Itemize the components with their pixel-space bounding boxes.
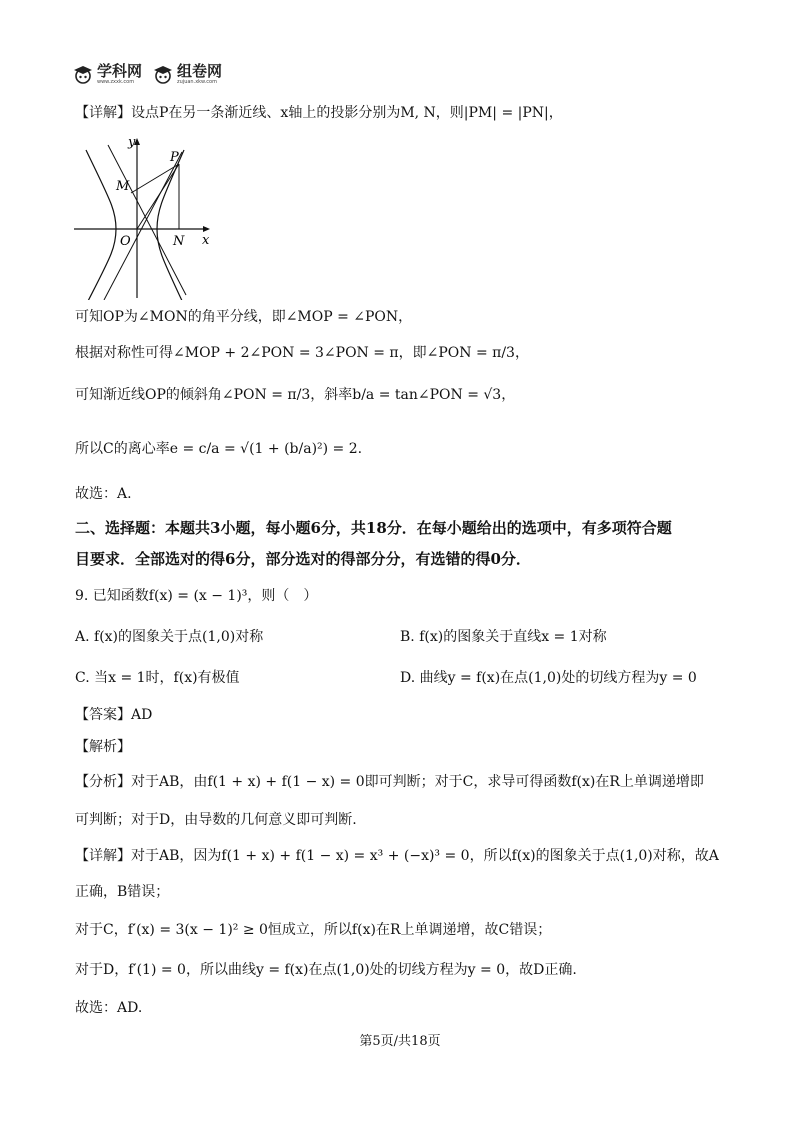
q9-detail-line-4: 对于D，f′(1) = 0，所以曲线y = f(x)在点(1,0)处的切线方程为y = 0，故D正确. — [75, 962, 577, 978]
detail-line-2: 可知OP为∠MON的角平分线，即∠MOP = ∠PON， — [75, 309, 413, 325]
q9-choice: 故选：AD. — [75, 1000, 143, 1016]
q9-option-c: C. 当x = 1时，f(x)有极值 — [75, 670, 240, 686]
section-heading-line-1: 二、选择题：本题共3小题，每小题6分，共18分．在每小题给出的选项中，有多项符合题 — [75, 519, 672, 537]
q9-detail-line-3: 对于C，f′(x) = 3(x − 1)² ≥ 0恒成立，所以f(x)在R上单调递增，故C错误； — [75, 922, 552, 938]
brand-url: www.zxxk.com — [97, 78, 135, 85]
q9-answer: 【答案】AD — [75, 707, 153, 723]
graduation-cap-icon — [152, 63, 174, 85]
detail-line-5: 所以C的离心率e = c/a = √(1 + (b/a)²) = 2. — [75, 441, 363, 457]
label-x: x — [202, 233, 210, 248]
q9-analysis-line-1: 【分析】对于AB，由f(1 + x) + f(1 − x) = 0即可判断；对于C，求导可得函数f(x)在R上单调递增即 — [75, 774, 704, 790]
q9-option-a: A. f(x)的图象关于点(1,0)对称 — [75, 629, 264, 645]
hyperbola-left-branch — [86, 150, 116, 300]
brand-zujuan[interactable] — [152, 63, 222, 85]
detail-line-1: 【详解】设点P在另一条渐近线、x轴上的投影分别为M, N，则|PM| = |PN|， — [75, 105, 563, 121]
x-axis-arrow — [203, 226, 210, 232]
q9-option-d: D. 曲线y = f(x)在点(1,0)处的切线方程为y = 0 — [400, 670, 697, 686]
detail-line-4: 可知渐近线OP的倾斜角∠PON = π/3，斜率b/a = tan∠PON = √3， — [75, 387, 516, 403]
page-footer: 第5页/共18页 — [359, 1034, 441, 1049]
q9-stem: 9. 已知函数f(x) = (x − 1)³，则（ ） — [75, 588, 318, 604]
header-logos — [72, 60, 222, 88]
q9-analysis-line-2: 可判断；对于D，由导数的几何意义即可判断. — [75, 812, 357, 828]
label-y: y — [128, 135, 136, 150]
brand-zxxk[interactable] — [72, 63, 142, 85]
label-p: P — [170, 150, 179, 165]
hyperbola-right-branch — [157, 150, 184, 300]
q9-option-b: B. f(x)的图象关于直线x = 1对称 — [400, 629, 607, 645]
q9-jiexi: 【解析】 — [75, 739, 131, 755]
label-n: N — [173, 234, 185, 249]
brand-name: 组卷网 — [177, 61, 223, 80]
label-m: M — [116, 179, 130, 194]
q9-detail-line-2: 正确，B错误； — [75, 884, 170, 900]
q9-detail-line-1: 【详解】对于AB，因为f(1 + x) + f(1 − x) = x³ + (−x)³ = 0，所以f(x)的图象关于点(1,0)对称，故A — [75, 848, 719, 864]
graduation-cap-icon — [72, 63, 94, 85]
detail-line-6: 故选：A. — [75, 486, 132, 502]
brand-name: 学科网 — [97, 61, 143, 80]
label-o: O — [120, 234, 131, 249]
section-heading-line-2: 目要求．全部选对的得6分，部分选对的得部分分，有选错的得0分． — [75, 550, 531, 568]
detail-line-3: 根据对称性可得∠MOP + 2∠PON = 3∠PON = π，即∠PON = π/3， — [75, 345, 529, 361]
hyperbola-figure — [72, 130, 222, 300]
brand-url: zujuan.xkw.com — [177, 78, 217, 85]
